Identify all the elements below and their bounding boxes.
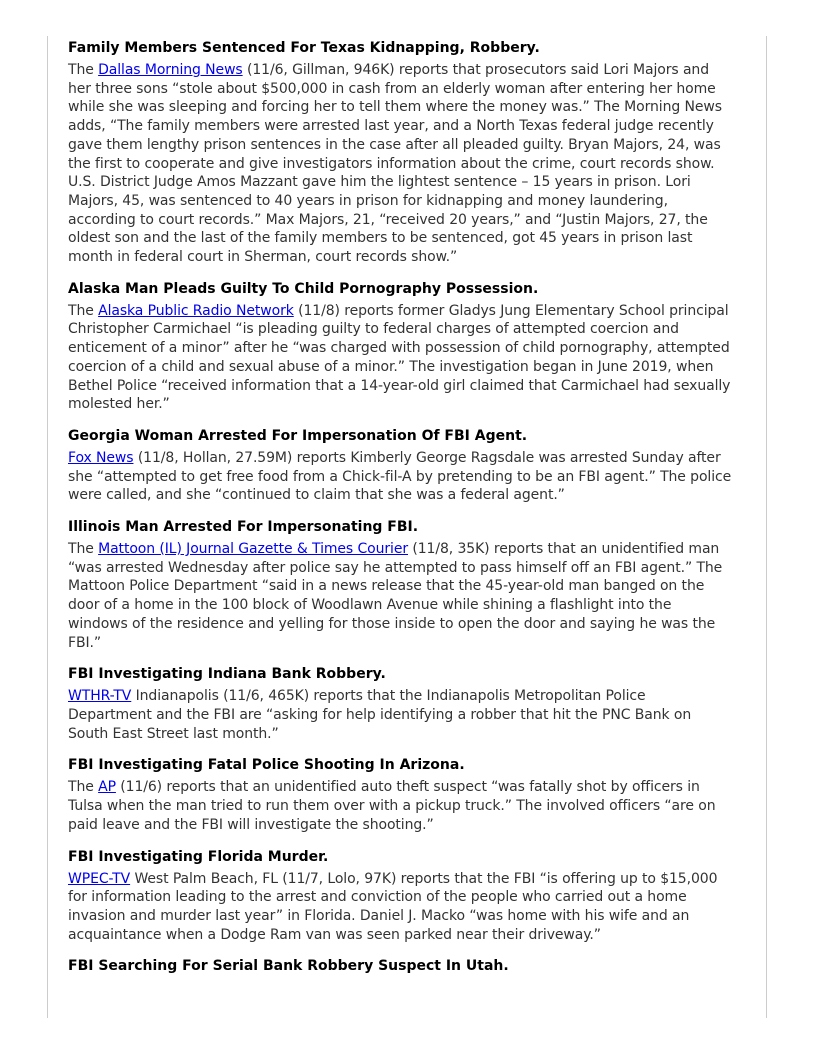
story-body: The AP (11/6) reports that an unidentified auto theft suspect “was fatally shot by officers in Tulsa when the man tried to run them over with a pickup truck.” The involved officers “are on paid leave and the FBI will investigate the shooting.”	[68, 779, 716, 833]
story-body: Fox News (11/8, Hollan, 27.59M) reports Kimberly George Ragsdale was arrested Sunday after she “attempted to get free food from a Chick-fil-A by pretending to be an FBI agent.” The police were called, and she “continued to claim that she was a federal agent.”	[68, 449, 732, 504]
story-body: The Mattoon (IL) Journal Gazette & Times Courier (11/8, 35K) reports that an unidentified man “was arrested Wednesday after police say he attempted to pass himself off an FBI agent.” The Mattoon Police Department “said in a news release that the 45-year-old man banged on the door of a home in the 100 block of Woodlawn Avenue while shining a flashlight into the windows of the residence and yelling for those inside to open the door and saying he was the FBI.”	[68, 541, 723, 651]
story-headline: FBI Searching For Serial Bank Robbery Suspect In Utah.	[68, 958, 509, 975]
story	[68, 847, 752, 945]
story-body: The Dallas Morning News (11/6, Gillman, 946K) reports that prosecutors said Lori Majors and her three sons “stole about $500,000 in cash from an elderly woman after entering her home while she was sleeping and forcing her to tell them where the money was.” The Morning News adds, “The family members were arrested last year, and a North Texas federal judge recently gave them lengthy prison sentences in the case after all pleaded guilty. Bryan Majors, 24, was the first to cooperate and give investigators information about the crime, court records show. U.S. District Judge Amos Mazzant gave him the lightest sentence – 15 years in prison. Lori Majors, 45, was sentenced to 40 years in prison for kidnapping and money laundering, according to court records.” Max Majors, 21, “received 20 years,” and “Justin Majors, 27, the oldest son and the last of the family members to be sentenced, got 45 years in prison last month in federal court in Sherman, court records show.”	[68, 62, 722, 266]
story-headline: Alaska Man Pleads Guilty To Child Pornography Possession.	[68, 280, 539, 297]
story	[68, 517, 752, 652]
story-body: WPEC-TV West Palm Beach, FL (11/7, Lolo, 97K) reports that the FBI “is offering up to $15,000 for information leading to the arrest and conviction of the people who carried out a home invasion and murder last year” in Florida. Daniel J. Macko “was home with his wife and an acquaintance when a Dodge Ram van was seen parked near their driveway.”	[68, 870, 718, 943]
source-link[interactable]: Fox News	[68, 449, 134, 466]
story-headline: Family Members Sentenced For Texas Kidnapping, Robbery.	[68, 40, 540, 56]
source-link[interactable]: AP	[98, 779, 116, 796]
source-link[interactable]: WPEC-TV	[68, 870, 131, 887]
story-headline: FBI Investigating Florida Murder.	[68, 848, 329, 865]
story	[68, 38, 752, 267]
story	[68, 426, 752, 505]
story	[68, 755, 752, 834]
story-headline: Georgia Woman Arrested For Impersonation Of FBI Agent.	[68, 427, 528, 444]
document-page	[47, 36, 767, 1018]
story-headline: FBI Investigating Indiana Bank Robbery.	[68, 666, 386, 683]
story-body: The Alaska Public Radio Network (11/8) reports former Gladys Jung Elementary School principal Christopher Carmichael “is pleading guilty to federal charges of attempted coercion and enticement of a minor” after he “was charged with possession of child pornography, attempted coercion of a child and sexual abuse of a minor.” The investigation began in June 2019, when Bethel Police “received information that a 14-year-old girl claimed that Carmichael had sexually molested her.”	[68, 302, 731, 413]
story	[68, 664, 752, 743]
story	[68, 956, 752, 976]
source-link[interactable]: Alaska Public Radio Network	[98, 302, 294, 319]
news-column	[68, 36, 752, 976]
story-body: WTHR-TV Indianapolis (11/6, 465K) reports that the Indianapolis Metropolitan Police Department and the FBI are “asking for help identifying a robber that hit the PNC Bank on South East Street last month.”	[68, 688, 692, 742]
source-link[interactable]: WTHR-TV	[68, 688, 132, 705]
story-headline: Illinois Man Arrested For Impersonating FBI.	[68, 519, 419, 536]
source-link[interactable]: Mattoon (IL) Journal Gazette & Times Courier	[98, 541, 408, 558]
source-link[interactable]: Dallas Morning News	[98, 62, 243, 78]
story-headline: FBI Investigating Fatal Police Shooting In Arizona.	[68, 757, 465, 774]
story	[68, 279, 752, 414]
